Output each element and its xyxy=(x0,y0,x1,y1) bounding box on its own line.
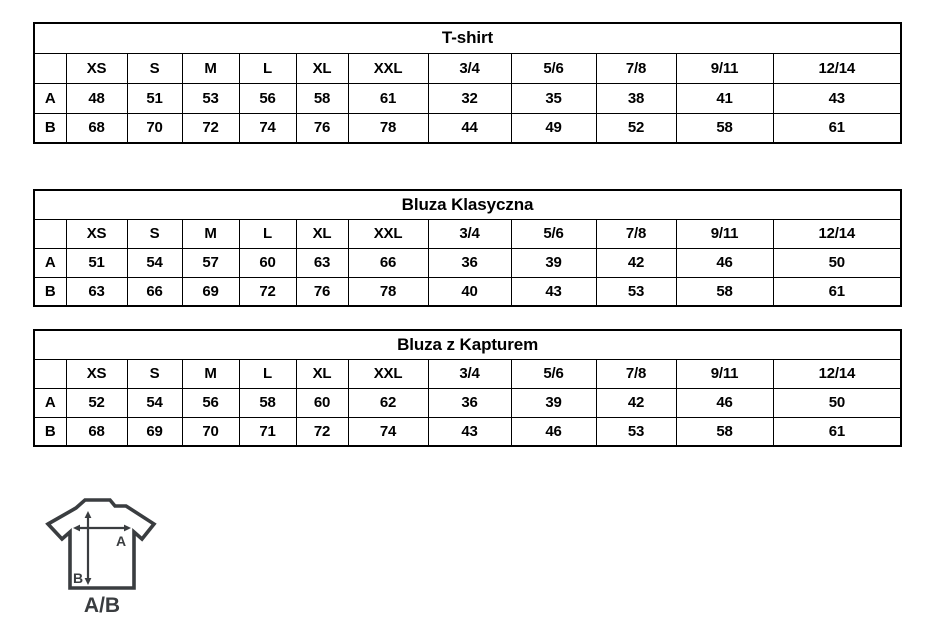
size-value-cell: 62 xyxy=(348,388,428,417)
table-row xyxy=(34,417,901,446)
size-value-cell: 72 xyxy=(239,277,296,306)
size-value-cell: 42 xyxy=(596,388,676,417)
column-header: L xyxy=(239,219,296,248)
table-title: Bluza z Kapturem xyxy=(34,330,901,359)
size-value-cell: 40 xyxy=(428,277,511,306)
size-value-cell: 69 xyxy=(127,417,182,446)
size-value-cell: 46 xyxy=(511,417,596,446)
row-label: B xyxy=(34,417,66,446)
size-value-cell: 61 xyxy=(773,113,901,143)
size-value-cell: 44 xyxy=(428,113,511,143)
column-header: XS xyxy=(66,359,127,388)
column-header: 7/8 xyxy=(596,219,676,248)
table-title-row xyxy=(34,330,901,359)
size-value-cell: 48 xyxy=(66,83,127,113)
size-value-cell: 53 xyxy=(182,83,239,113)
column-header: XXL xyxy=(348,219,428,248)
size-value-cell: 53 xyxy=(596,417,676,446)
size-value-cell: 54 xyxy=(127,388,182,417)
size-value-cell: 51 xyxy=(66,248,127,277)
tshirt-measurement-diagram xyxy=(40,488,170,620)
size-value-cell: 72 xyxy=(182,113,239,143)
diagram-caption: A/B xyxy=(83,594,121,617)
size-value-cell: 58 xyxy=(676,417,773,446)
size-value-cell: 35 xyxy=(511,83,596,113)
size-value-cell: 70 xyxy=(127,113,182,143)
table-header-row xyxy=(34,53,901,83)
size-value-cell: 36 xyxy=(428,388,511,417)
size-value-cell: 32 xyxy=(428,83,511,113)
column-header: 9/11 xyxy=(676,219,773,248)
length-measure-arrow xyxy=(85,511,92,585)
column-header: 7/8 xyxy=(596,53,676,83)
table-title: Bluza Klasyczna xyxy=(34,190,901,219)
measure-a-label: A xyxy=(116,533,127,549)
column-header: XL xyxy=(296,219,348,248)
size-value-cell: 50 xyxy=(773,388,901,417)
column-header: 3/4 xyxy=(428,219,511,248)
size-value-cell: 76 xyxy=(296,113,348,143)
size-value-cell: 70 xyxy=(182,417,239,446)
size-value-cell: 72 xyxy=(296,417,348,446)
row-label: A xyxy=(34,248,66,277)
size-value-cell: 63 xyxy=(296,248,348,277)
size-value-cell: 52 xyxy=(66,388,127,417)
column-header: XL xyxy=(296,359,348,388)
size-table-1 xyxy=(33,22,902,144)
column-header: 5/6 xyxy=(511,219,596,248)
column-header: 3/4 xyxy=(428,53,511,83)
size-value-cell: 52 xyxy=(596,113,676,143)
table-header-row xyxy=(34,219,901,248)
column-header: 12/14 xyxy=(773,53,901,83)
size-value-cell: 43 xyxy=(428,417,511,446)
column-header: XS xyxy=(66,53,127,83)
size-value-cell: 46 xyxy=(676,248,773,277)
size-value-cell: 39 xyxy=(511,388,596,417)
size-value-cell: 66 xyxy=(348,248,428,277)
column-header: 9/11 xyxy=(676,359,773,388)
size-value-cell: 36 xyxy=(428,248,511,277)
corner-cell xyxy=(34,359,66,388)
table-row xyxy=(34,248,901,277)
size-value-cell: 53 xyxy=(596,277,676,306)
size-value-cell: 46 xyxy=(676,388,773,417)
column-header: 5/6 xyxy=(511,359,596,388)
size-value-cell: 43 xyxy=(773,83,901,113)
column-header: XXL xyxy=(348,359,428,388)
size-value-cell: 51 xyxy=(127,83,182,113)
size-value-cell: 74 xyxy=(348,417,428,446)
size-value-cell: 66 xyxy=(127,277,182,306)
column-header: 12/14 xyxy=(773,219,901,248)
table-row xyxy=(34,113,901,143)
column-header: 12/14 xyxy=(773,359,901,388)
column-header: 9/11 xyxy=(676,53,773,83)
size-value-cell: 68 xyxy=(66,417,127,446)
size-value-cell: 71 xyxy=(239,417,296,446)
table-title-row xyxy=(34,190,901,219)
size-value-cell: 61 xyxy=(348,83,428,113)
size-table-3 xyxy=(33,329,902,447)
column-header: 5/6 xyxy=(511,53,596,83)
table-row xyxy=(34,388,901,417)
table-row xyxy=(34,277,901,306)
size-value-cell: 78 xyxy=(348,113,428,143)
row-label: A xyxy=(34,388,66,417)
column-header: M xyxy=(182,359,239,388)
size-value-cell: 68 xyxy=(66,113,127,143)
table-title-row xyxy=(34,23,901,53)
size-value-cell: 58 xyxy=(676,113,773,143)
size-table-2 xyxy=(33,189,902,307)
size-value-cell: 58 xyxy=(239,388,296,417)
size-value-cell: 76 xyxy=(296,277,348,306)
row-label: B xyxy=(34,113,66,143)
size-value-cell: 56 xyxy=(239,83,296,113)
column-header: M xyxy=(182,219,239,248)
table-header-row xyxy=(34,359,901,388)
size-value-cell: 58 xyxy=(296,83,348,113)
size-value-cell: 57 xyxy=(182,248,239,277)
column-header: L xyxy=(239,53,296,83)
column-header: M xyxy=(182,53,239,83)
size-value-cell: 43 xyxy=(511,277,596,306)
row-label: B xyxy=(34,277,66,306)
size-value-cell: 61 xyxy=(773,417,901,446)
column-header: XS xyxy=(66,219,127,248)
tshirt-outline-icon xyxy=(48,500,154,588)
size-value-cell: 38 xyxy=(596,83,676,113)
column-header: XL xyxy=(296,53,348,83)
column-header: S xyxy=(127,359,182,388)
size-value-cell: 61 xyxy=(773,277,901,306)
width-measure-arrow xyxy=(73,525,131,532)
size-value-cell: 78 xyxy=(348,277,428,306)
size-value-cell: 42 xyxy=(596,248,676,277)
size-value-cell: 74 xyxy=(239,113,296,143)
column-header: S xyxy=(127,53,182,83)
column-header: 3/4 xyxy=(428,359,511,388)
size-value-cell: 39 xyxy=(511,248,596,277)
size-value-cell: 69 xyxy=(182,277,239,306)
size-value-cell: 60 xyxy=(296,388,348,417)
corner-cell xyxy=(34,53,66,83)
size-value-cell: 56 xyxy=(182,388,239,417)
column-header: XXL xyxy=(348,53,428,83)
table-row xyxy=(34,83,901,113)
table-title: T-shirt xyxy=(34,23,901,53)
size-value-cell: 54 xyxy=(127,248,182,277)
size-value-cell: 41 xyxy=(676,83,773,113)
column-header: S xyxy=(127,219,182,248)
size-value-cell: 58 xyxy=(676,277,773,306)
column-header: L xyxy=(239,359,296,388)
size-value-cell: 50 xyxy=(773,248,901,277)
column-header: 7/8 xyxy=(596,359,676,388)
size-value-cell: 60 xyxy=(239,248,296,277)
size-value-cell: 63 xyxy=(66,277,127,306)
size-value-cell: 49 xyxy=(511,113,596,143)
corner-cell xyxy=(34,219,66,248)
measure-b-label: B xyxy=(73,570,84,586)
row-label: A xyxy=(34,83,66,113)
